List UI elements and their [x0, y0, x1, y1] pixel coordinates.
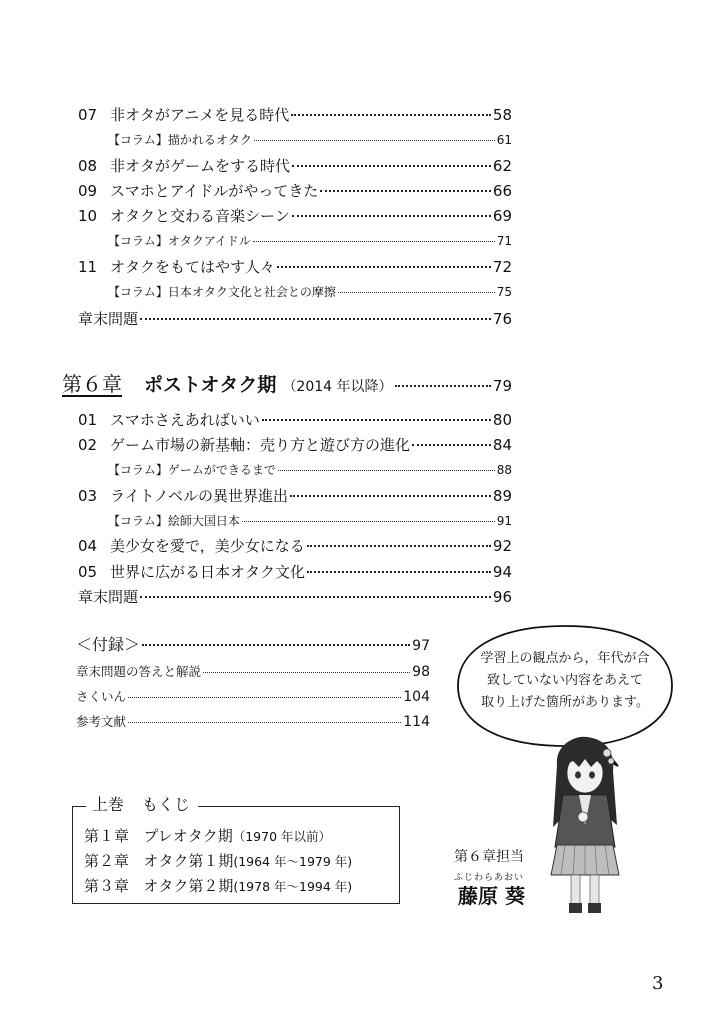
column-title: 【コラム】オタクアイドル: [108, 234, 251, 248]
entry-page: 66: [492, 182, 512, 200]
entry-page: 69: [492, 207, 512, 225]
entry-number: 01: [78, 411, 98, 429]
entry-page: 58: [492, 106, 512, 124]
toc-entry-10: [78, 205, 512, 226]
volume1-title-b: もくじ: [142, 795, 191, 814]
volume1-chapter: 第２章: [84, 852, 130, 870]
volume1-chapter-name: オタク第１期: [143, 852, 234, 870]
appendix-item-page: 114: [403, 714, 430, 730]
entry-number: 08: [78, 157, 98, 175]
entry-title: 章末問題: [78, 310, 139, 328]
entry-title: ゲーム市場の新基軸：売り方と遊び方の進化: [110, 436, 411, 454]
entry-title: 美少女を愛で，美少女になる: [110, 537, 305, 555]
appendix-item-page: 98: [412, 664, 430, 680]
column-title: 【コラム】日本オタク文化と社会との摩擦: [108, 285, 336, 299]
volume1-chapter: 第１章: [84, 827, 130, 845]
volume1-chapter-name: プレオタク期: [143, 827, 233, 845]
entry-number: 11: [78, 258, 98, 276]
page-number: 3: [652, 973, 664, 994]
appendix-item-page: 104: [403, 689, 430, 705]
chapter-period: （2014 年以降）: [282, 379, 393, 395]
entry-page: 76: [492, 310, 512, 328]
entry-title: オタクをもてはやす人々: [110, 258, 276, 276]
chapter-title: ポストオタク期: [144, 374, 277, 396]
volume1-contents-title: [86, 792, 198, 815]
appendix-item: [76, 687, 430, 705]
volume1-row: [84, 850, 352, 871]
volume1-chapter: 第３章: [84, 877, 130, 895]
toc-entry-08: [78, 155, 512, 176]
toc-entry-exercises: [78, 308, 512, 329]
toc-entry-09: [78, 180, 512, 201]
column-title: 【コラム】描かれるオタク: [108, 133, 252, 147]
toc-column-entry: [108, 232, 512, 249]
appendix-heading: [76, 632, 430, 655]
column-page: 75: [496, 285, 512, 299]
toc-entry-11: [78, 256, 512, 277]
entry-title: 非オタがアニメを見る時代: [110, 106, 290, 124]
speech-line: 学習上の観点から，年代が合: [480, 651, 650, 666]
entry-number: 04: [78, 537, 98, 555]
credit-ruby: ふじわらあおい: [454, 873, 525, 883]
toc-column-entry: [108, 461, 512, 478]
entry-page: 84: [492, 436, 512, 454]
toc-entry-01: [78, 409, 512, 430]
entry-title: 世界に広がる日本オタク文化: [110, 563, 306, 581]
volume1-chapter-period: （1970 年以前）: [232, 829, 332, 844]
entry-number: 03: [78, 487, 98, 505]
credit-role: 第６章担当: [454, 849, 524, 865]
toc-column-entry: [108, 512, 512, 529]
volume1-title-a: 上巻: [92, 795, 125, 814]
speech-line: 取り上げた箇所があります。: [481, 695, 649, 710]
entry-title: 非オタがゲームをする時代: [110, 157, 291, 175]
appendix-item-title: 章末問題の答えと解説: [76, 664, 202, 679]
entry-number: 05: [78, 563, 98, 581]
column-page: 91: [496, 514, 512, 528]
credit-name: 藤原 葵: [458, 884, 525, 908]
entry-page: 80: [492, 411, 512, 429]
column-page: 71: [496, 234, 512, 248]
appendix-title: ＜付録＞: [76, 635, 141, 654]
toc-entry-02: [78, 434, 512, 455]
entry-title: ライトノベルの異世界進出: [110, 487, 289, 505]
appendix-item: [76, 662, 430, 680]
toc-entry-03: [78, 485, 512, 506]
toc-entry-04: [78, 535, 512, 556]
entry-page: 92: [492, 537, 512, 555]
entry-number: 10: [78, 207, 98, 225]
chapter-page: 79: [492, 377, 512, 395]
toc-entry-exercises: [78, 586, 512, 607]
column-page: 61: [496, 133, 512, 147]
column-page: 88: [496, 463, 512, 477]
column-title: 【コラム】絵師大国日本: [108, 514, 240, 528]
volume1-chapter-period: (1978 年〜1994 年): [233, 879, 353, 894]
appendix-page: 97: [412, 638, 430, 654]
toc-entry-05: [78, 561, 512, 582]
entry-page: 62: [492, 157, 512, 175]
toc-column-entry: [108, 131, 512, 148]
volume1-chapter-period: (1964 年〜1979 年): [233, 854, 353, 869]
appendix-item-title: 参考文献: [76, 714, 127, 729]
entry-page: 96: [492, 588, 512, 606]
entry-title: 章末問題: [78, 588, 139, 606]
volume1-row: [84, 875, 352, 896]
character-illustration: [535, 735, 635, 915]
column-title: 【コラム】ゲームができるまで: [108, 463, 276, 477]
entry-number: 07: [78, 106, 98, 124]
toc-entry-07: [78, 104, 512, 125]
entry-title: スマホさえあればいい: [110, 411, 260, 429]
volume1-row: [84, 825, 331, 846]
entry-number: 09: [78, 182, 98, 200]
speech-bubble-text: [470, 648, 660, 714]
entry-page: 89: [492, 487, 512, 505]
entry-title: オタクと交わる音楽シーン: [110, 207, 290, 225]
chapter-heading: [62, 368, 512, 397]
entry-title: スマホとアイドルがやってきた: [110, 182, 319, 200]
entry-number: 02: [78, 436, 98, 454]
appendix-item: [76, 712, 430, 730]
speech-line: 致していない内容をあえて: [486, 673, 643, 688]
entry-page: 94: [492, 563, 512, 581]
toc-column-entry: [108, 283, 512, 300]
appendix-item-title: さくいん: [76, 689, 127, 704]
volume1-chapter-name: オタク第２期: [143, 877, 234, 895]
entry-page: 72: [492, 258, 512, 276]
chapter-label: 第６章: [62, 372, 122, 396]
